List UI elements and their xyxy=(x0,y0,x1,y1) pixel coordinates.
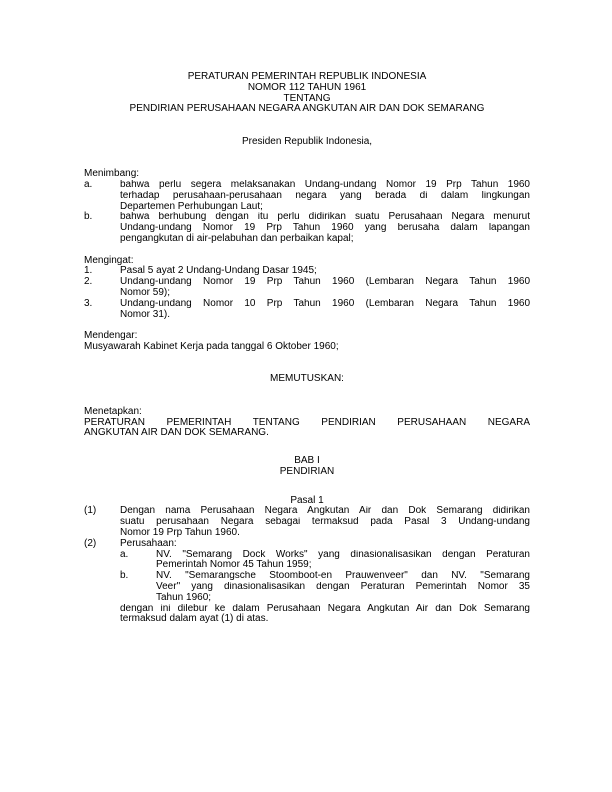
item-number: a. xyxy=(84,178,93,190)
text-line: dengan ini dilebur ke dalam Perusahaan Negara Angkutan Air dan Dok Semarang xyxy=(120,603,530,614)
text-line: NV. "Semarangsche Stoomboot-en Prauwenveer" dan NV. "Semarang xyxy=(156,571,530,582)
doc-subject: PENDIRIAN PERUSAHAAN NEGARA ANGKUTAN AIR DAN DOK SEMARANG xyxy=(129,103,485,115)
menimbang-item xyxy=(84,212,530,244)
text-line: suatu perusahaan Negara sebagai termaksud pada Pasal 3 Undang-undang xyxy=(120,517,530,528)
bab-name: PENDIRIAN xyxy=(279,465,335,477)
ayat-2-item xyxy=(84,571,530,603)
menimbang-item xyxy=(84,180,530,212)
text-line: bahwa berhubung dengan itu perlu didirikan suatu Perusahaan Negara menurut xyxy=(120,212,530,223)
item-number: 2. xyxy=(84,276,93,288)
text-line: NV. "Semarang Dock Works" yang dinasionalisasikan dengan Peraturan xyxy=(156,549,530,560)
document-page xyxy=(84,72,530,625)
ayat-number: (2) xyxy=(84,537,97,549)
mengingat-item xyxy=(84,277,530,299)
text-line: Nomor 59); xyxy=(120,286,171,298)
ayat-number: (1) xyxy=(84,505,97,517)
ayat-2-closing xyxy=(84,604,530,626)
mengingat-item xyxy=(84,266,530,277)
text-line: pengangkutan di air-pelabuhan dan perbaikan kapal; xyxy=(120,232,354,244)
text-line: Undang-undang Nomor 10 Prp Tahun 1960 (Lembaran Negara Tahun 1960 xyxy=(120,298,530,309)
text-line: terhadap perusahaan-perusahaan negara yang berada di dalam lingkungan xyxy=(120,190,530,201)
doc-about: TENTANG xyxy=(283,92,331,104)
doc-number: NOMOR 112 TAHUN 1961 xyxy=(247,81,367,93)
text-line: Pasal 5 ayat 2 Undang-Undang Dasar 1945; xyxy=(120,265,317,277)
president-line: Presiden Republik Indonesia, xyxy=(241,135,373,147)
ayat-2 xyxy=(84,539,530,550)
menetapkan-label: Menetapkan: xyxy=(84,405,142,417)
mengingat-label: Mengingat: xyxy=(84,254,134,266)
text-line: Veer" yang dinasionalisasikan dengan Peraturan Pemerintah Nomor 35 xyxy=(156,582,530,593)
text-line: Undang-undang Nomor 19 Prp Tahun 1960 (Lembaran Negara Tahun 1960 xyxy=(120,277,530,288)
item-number: b. xyxy=(84,211,93,223)
text-line: Tahun 1960; xyxy=(156,591,212,603)
text-line: Undang-undang Nomor 19 Prp Tahun 1960 yang berusaha dalam lapangan xyxy=(120,223,530,234)
mengingat-item xyxy=(84,299,530,321)
ayat-1 xyxy=(84,506,530,538)
pasal-title: Pasal 1 xyxy=(290,494,324,506)
item-number: 1. xyxy=(84,265,93,277)
memutuskan-heading: MEMUTUSKAN: xyxy=(270,373,344,385)
menetapkan-line: ANGKUTAN AIR DAN DOK SEMARANG. xyxy=(84,427,269,439)
text-line: bahwa perlu segera melaksanakan Undang-undang Nomor 19 Prp Tahun 1960 xyxy=(120,179,530,190)
ayat-2-item xyxy=(84,550,530,572)
mendengar-text: Musyawarah Kabinet Kerja pada tanggal 6 Oktober 1960; xyxy=(84,340,339,352)
mendengar-label: Mendengar: xyxy=(84,330,138,342)
document-header xyxy=(84,72,530,115)
text-line: Departemen Perhubungan Laut; xyxy=(120,200,263,212)
text-line: Pemerintah Nomor 45 Tahun 1959; xyxy=(156,559,312,571)
text-line: Nomor 31). xyxy=(120,308,171,320)
text-line: Nomor 19 Prp Tahun 1960. xyxy=(120,527,240,539)
menetapkan-line: PERATURAN PEMERINTAH TENTANG PENDIRIAN PERUSAHAAN NEGARA xyxy=(84,417,530,428)
text-line: Perusahaan: xyxy=(120,537,177,549)
bab-title: BAB I xyxy=(294,455,320,467)
doc-title: PERATURAN PEMERINTAH REPUBLIK INDONESIA xyxy=(187,71,427,82)
menimbang-label: Menimbang: xyxy=(84,168,140,180)
item-number: b. xyxy=(120,570,129,582)
text-line: termaksud dalam ayat (1) di atas. xyxy=(120,613,269,625)
item-number: 3. xyxy=(84,297,93,309)
text-line: Dengan nama Perusahaan Negara Angkutan Air dan Dok Semarang didirikan xyxy=(120,506,530,517)
item-number: a. xyxy=(120,548,129,560)
